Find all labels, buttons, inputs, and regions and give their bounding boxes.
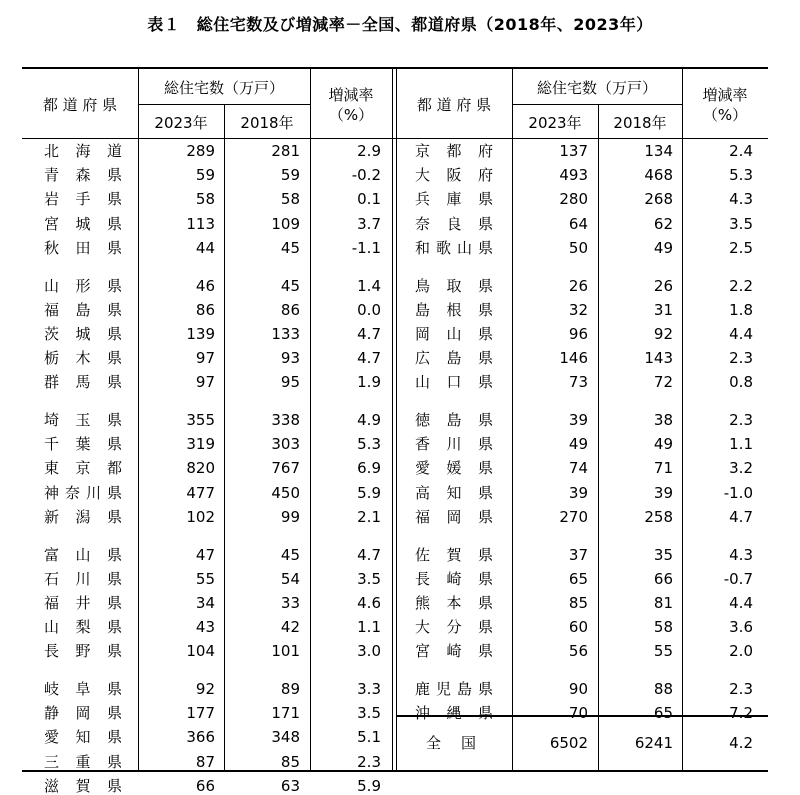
value-2023: 97: [195, 349, 215, 368]
pref-name: 秋田県: [44, 238, 122, 257]
pref-name: 山形県: [44, 276, 122, 295]
change-rate: 2.3: [729, 411, 753, 429]
change-rate: -1.0: [723, 483, 753, 502]
change-rate: -0.7: [723, 569, 753, 588]
rate-header-left: 増減率: [328, 86, 374, 104]
pref-name: 山梨県: [44, 618, 122, 637]
value-2018: 66: [653, 569, 673, 588]
change-rate: 3.5: [357, 569, 381, 588]
pref-name: 高知県: [415, 483, 493, 502]
value-2018: 338: [271, 411, 300, 429]
value-2018: 171: [271, 704, 300, 723]
value-2023: 477: [186, 483, 215, 502]
pref-name: 鹿児島県: [415, 680, 493, 698]
value-2023: 289: [186, 142, 215, 160]
value-2018: 303: [271, 435, 300, 454]
change-rate: 3.6: [729, 618, 753, 637]
change-rate: 4.7: [357, 349, 381, 368]
change-rate: 1.1: [357, 618, 381, 637]
value-2023: 43: [195, 618, 215, 637]
pref-name: 大分県: [415, 618, 493, 637]
change-rate: 1.1: [729, 435, 753, 454]
value-2023: 58: [195, 190, 215, 209]
total-2023: 6502: [549, 734, 588, 752]
pref-name: 京都府: [415, 142, 493, 160]
value-2018: 468: [644, 166, 673, 185]
value-2023: 34: [195, 593, 215, 612]
value-2023: 102: [186, 507, 215, 526]
value-2023: 50: [568, 238, 588, 257]
value-2018: 38: [653, 411, 673, 429]
pref-name: 熊本県: [415, 593, 493, 612]
value-2018: 45: [280, 276, 300, 295]
value-2023: 46: [195, 276, 215, 295]
value-2023: 177: [186, 704, 215, 723]
value-2018: 71: [653, 459, 673, 478]
rate-header-right: 増減率: [702, 86, 748, 104]
change-rate: -0.2: [351, 166, 381, 185]
pref-name: 北海道: [44, 142, 122, 160]
table-top-rule: [22, 67, 768, 69]
pref-name: 岐阜県: [44, 680, 122, 698]
value-2018: 49: [653, 238, 673, 257]
value-2018: 143: [644, 349, 673, 368]
pref-name: 宮城県: [44, 214, 122, 233]
value-2023: 60: [568, 618, 588, 637]
pref-name: 新潟県: [44, 507, 122, 526]
change-rate: 2.9: [357, 142, 381, 160]
pref-name: 福井県: [44, 593, 122, 612]
pref-name: 富山県: [44, 545, 122, 564]
change-rate: 1.8: [729, 300, 753, 319]
change-rate: 3.5: [729, 214, 753, 233]
value-2018: 49: [653, 435, 673, 454]
year-2023-header-left: 2023年: [154, 114, 208, 132]
value-2023: 39: [568, 483, 588, 502]
value-2023: 65: [568, 569, 588, 588]
year-2018-header-left: 2018年: [240, 114, 294, 132]
pref-name: 香川県: [415, 435, 493, 454]
value-2018: 54: [280, 569, 300, 588]
pref-name: 埼玉県: [44, 411, 122, 429]
change-rate: 3.2: [729, 459, 753, 478]
value-2023: 70: [568, 704, 588, 723]
change-rate: 6.9: [357, 459, 381, 478]
value-2018: 99: [280, 507, 300, 526]
pref-name: 広島県: [415, 349, 493, 368]
pref-name: 東京都: [44, 459, 122, 478]
change-rate: 1.4: [357, 276, 381, 295]
value-2023: 55: [195, 569, 215, 588]
change-rate: 2.3: [729, 680, 753, 698]
value-2023: 64: [568, 214, 588, 233]
value-2018: 86: [280, 300, 300, 319]
total-label: 全国: [426, 734, 497, 752]
pref-name: 神奈川県: [44, 483, 122, 502]
change-rate: 0.1: [357, 190, 381, 209]
value-2023: 137: [559, 142, 588, 160]
change-rate: 2.1: [357, 507, 381, 526]
value-2018: 45: [280, 545, 300, 564]
houses-header-left: 総住宅数（万戸）: [163, 79, 284, 97]
value-2023: 44: [195, 238, 215, 257]
change-rate: 4.7: [357, 324, 381, 343]
value-2023: 820: [186, 459, 215, 478]
pref-name: 宮崎県: [415, 642, 493, 661]
rate-unit-header-left: （%）: [328, 106, 374, 124]
pref-name: 大阪府: [415, 166, 493, 185]
change-rate: 0.0: [357, 300, 381, 319]
change-rate: 3.5: [357, 704, 381, 723]
change-rate: 2.4: [729, 142, 753, 160]
value-2018: 348: [271, 728, 300, 747]
change-rate: 2.3: [729, 349, 753, 368]
col-divider-right-1: [512, 67, 513, 770]
value-2018: 33: [280, 593, 300, 612]
pref-name: 群馬県: [44, 373, 122, 392]
value-2023: 96: [568, 324, 588, 343]
pref-name: 沖縄県: [415, 704, 493, 723]
value-2023: 97: [195, 373, 215, 392]
value-2023: 32: [568, 300, 588, 319]
pref-name: 青森県: [44, 166, 122, 185]
pref-name: 岡山県: [415, 324, 493, 343]
year-2023-header-right: 2023年: [528, 114, 582, 132]
col-divider-right-year: [598, 104, 599, 770]
value-2023: 73: [568, 373, 588, 392]
change-rate: 4.9: [357, 411, 381, 429]
pref-name: 静岡県: [44, 704, 122, 723]
value-2023: 104: [186, 642, 215, 661]
rate-unit-header-right: （%）: [702, 106, 748, 124]
pref-name: 島根県: [415, 300, 493, 319]
change-rate: 5.1: [357, 728, 381, 747]
value-2018: 133: [271, 324, 300, 343]
value-2023: 26: [568, 276, 588, 295]
value-2018: 55: [653, 642, 673, 661]
pref-name: 愛媛県: [415, 459, 493, 478]
pref-name: 栃木県: [44, 349, 122, 368]
value-2018: 72: [653, 373, 673, 392]
value-2018: 268: [644, 190, 673, 209]
value-2018: 85: [280, 752, 300, 771]
value-2018: 39: [653, 483, 673, 502]
value-2023: 319: [186, 435, 215, 454]
value-2018: 281: [271, 142, 300, 160]
value-2023: 355: [186, 411, 215, 429]
value-2018: 92: [653, 324, 673, 343]
pref-name: 長野県: [44, 642, 122, 661]
change-rate: 4.7: [357, 545, 381, 564]
change-rate: 2.5: [729, 238, 753, 257]
change-rate: 4.4: [729, 324, 753, 343]
value-2023: 59: [195, 166, 215, 185]
change-rate: 1.9: [357, 373, 381, 392]
header-bottom-rule: [22, 138, 768, 139]
value-2023: 366: [186, 728, 215, 747]
change-rate: 7.2: [729, 704, 753, 723]
pref-name: 石川県: [44, 569, 122, 588]
change-rate: 4.4: [729, 593, 753, 612]
value-2018: 62: [653, 214, 673, 233]
value-2023: 92: [195, 680, 215, 698]
pref-header-left: 都 道 府 県: [42, 96, 118, 114]
value-2018: 81: [653, 593, 673, 612]
pref-name: 兵庫県: [415, 190, 493, 209]
pref-name: 千葉県: [44, 435, 122, 454]
total-rate: 4.2: [729, 734, 753, 752]
value-2018: 258: [644, 507, 673, 526]
change-rate: 0.8: [729, 373, 753, 392]
value-2023: 47: [195, 545, 215, 564]
change-rate: 2.0: [729, 642, 753, 661]
pref-name: 長崎県: [415, 569, 493, 588]
value-2023: 90: [568, 680, 588, 698]
change-rate: 4.7: [729, 507, 753, 526]
col-divider-left-year: [224, 104, 225, 770]
change-rate: 5.3: [729, 166, 753, 185]
pref-name: 福岡県: [415, 507, 493, 526]
pref-name: 奈良県: [415, 214, 493, 233]
pref-name: 徳島県: [415, 411, 493, 429]
year-2018-header-right: 2018年: [613, 114, 667, 132]
value-2023: 85: [568, 593, 588, 612]
value-2018: 88: [653, 680, 673, 698]
value-2018: 134: [644, 142, 673, 160]
change-rate: 4.3: [729, 190, 753, 209]
table-bottom-rule: [22, 770, 768, 772]
value-2023: 39: [568, 411, 588, 429]
value-2023: 493: [559, 166, 588, 185]
value-2018: 63: [280, 776, 300, 795]
change-rate: 5.9: [357, 776, 381, 795]
pref-name: 三重県: [44, 752, 122, 771]
value-2023: 87: [195, 752, 215, 771]
value-2023: 113: [186, 214, 215, 233]
value-2018: 65: [653, 704, 673, 723]
value-2018: 109: [271, 214, 300, 233]
value-2023: 49: [568, 435, 588, 454]
change-rate: 5.3: [357, 435, 381, 454]
value-2018: 450: [271, 483, 300, 502]
value-2018: 93: [280, 349, 300, 368]
change-rate: -1.1: [351, 238, 381, 257]
change-rate: 2.2: [729, 276, 753, 295]
value-2023: 280: [559, 190, 588, 209]
pref-name: 和歌山県: [415, 238, 493, 257]
houses-header-right: 総住宅数（万戸）: [536, 79, 657, 97]
change-rate: 3.7: [357, 214, 381, 233]
center-double-rule-b: [396, 67, 397, 770]
pref-name: 滋賀県: [44, 776, 122, 795]
value-2018: 58: [653, 618, 673, 637]
value-2023: 146: [559, 349, 588, 368]
change-rate: 4.6: [357, 593, 381, 612]
value-2023: 139: [186, 324, 215, 343]
value-2023: 86: [195, 300, 215, 319]
value-2023: 66: [195, 776, 215, 795]
value-2018: 767: [271, 459, 300, 478]
value-2018: 95: [280, 373, 300, 392]
page-title: 表１ 総住宅数及び増減率－全国、都道府県（2018年、2023年）: [147, 15, 653, 34]
value-2018: 45: [280, 238, 300, 257]
change-rate: 3.0: [357, 642, 381, 661]
pref-name: 山口県: [415, 373, 493, 392]
value-2018: 101: [271, 642, 300, 661]
pref-name: 福島県: [44, 300, 122, 319]
value-2023: 56: [568, 642, 588, 661]
center-double-rule-a: [392, 67, 393, 770]
pref-name: 茨城県: [44, 324, 122, 343]
value-2018: 58: [280, 190, 300, 209]
value-2018: 42: [280, 618, 300, 637]
change-rate: 5.9: [357, 483, 381, 502]
pref-name: 鳥取県: [415, 276, 493, 295]
change-rate: 3.3: [357, 680, 381, 698]
total-2018: 6241: [634, 734, 673, 752]
pref-name: 愛知県: [44, 728, 122, 747]
value-2018: 59: [280, 166, 300, 185]
value-2018: 89: [280, 680, 300, 698]
pref-name: 佐賀県: [415, 545, 493, 564]
value-2023: 37: [568, 545, 588, 564]
change-rate: 2.3: [357, 752, 381, 771]
value-2018: 31: [653, 300, 673, 319]
value-2018: 26: [653, 276, 673, 295]
value-2018: 35: [653, 545, 673, 564]
pref-name: 岩手県: [44, 190, 122, 209]
pref-header-right: 都 道 府 県: [416, 96, 492, 114]
value-2023: 270: [559, 507, 588, 526]
col-divider-left-1: [138, 67, 139, 770]
value-2023: 74: [568, 459, 588, 478]
change-rate: 4.3: [729, 545, 753, 564]
